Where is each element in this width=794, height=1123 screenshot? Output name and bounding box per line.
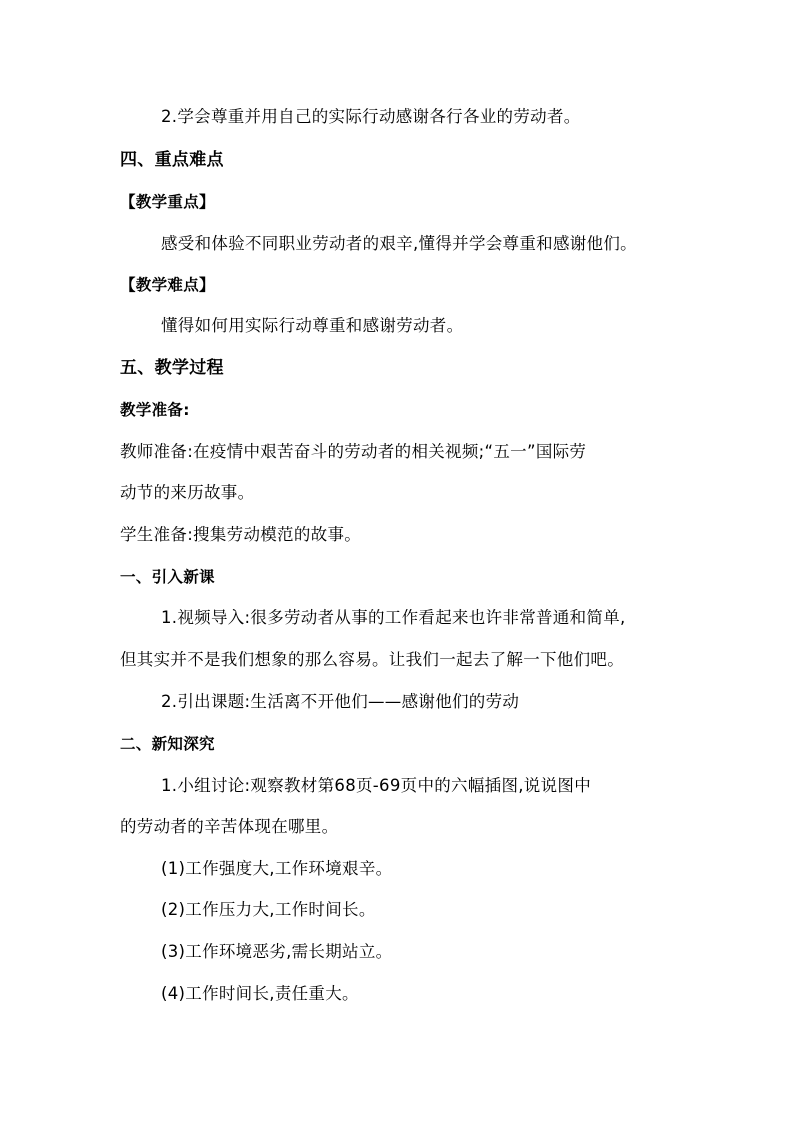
part-1-item-2: 2.引出课题:生活离不开他们——感谢他们的劳动 [161,692,520,711]
difficulties-text: 懂得如何用实际行动尊重和感谢劳动者。 [161,316,464,335]
section-5-heading: 五、教学过程 [120,358,224,378]
preparation-label: 教学准备: [120,401,190,419]
student-prep: 学生准备:搜集劳动模范的故事。 [120,525,362,544]
objective-2: 2.学会尊重并用自己的实际行动感谢各行各业的劳动者。 [161,107,581,126]
part-1-heading: 一、引入新课 [120,568,215,586]
section-4-heading: 四、重点难点 [120,150,224,170]
answer-4: (4)工作时间长,责任重大。 [161,984,359,1003]
part-2-heading: 二、新知深究 [120,735,215,753]
part-1-item-1-line-1: 1.视频导入:很多劳动者从事的工作看起来也许非常普通和简单, [161,608,626,627]
part-1-item-1-line-2: 但其实并不是我们想象的那么容易。让我们一起去了解一下他们吧。 [120,650,624,669]
teacher-prep-line-2: 动节的来历故事。 [120,483,255,502]
answer-1: (1)工作强度大,工作环境艰辛。 [161,859,393,878]
part-2-item-1-line-1: 1.小组讨论:观察教材第68页-69页中的六幅插图,说说图中 [161,776,591,795]
answer-3: (3)工作环境恶劣,需长期站立。 [161,942,393,961]
teacher-prep-line-1: 教师准备:在疫情中艰苦奋斗的劳动者的相关视频;“五一”国际劳 [120,442,587,461]
difficulties-label: 【教学难点】 [120,276,215,294]
key-points-text: 感受和体验不同职业劳动者的艰辛,懂得并学会尊重和感谢他们。 [161,234,637,253]
key-points-label: 【教学重点】 [120,193,215,211]
answer-2: (2)工作压力大,工作时间长。 [161,900,376,919]
part-2-item-1-line-2: 的劳动者的辛苦体现在哪里。 [120,817,339,836]
